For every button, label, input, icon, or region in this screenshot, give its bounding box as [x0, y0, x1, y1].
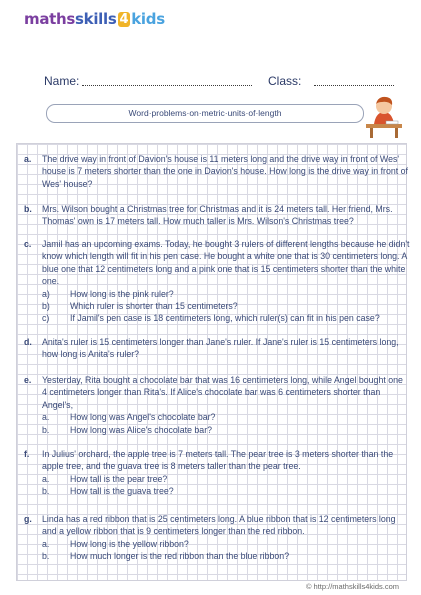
subquestion-label: b.: [42, 424, 50, 435]
problem-text: Jamil has an upcoming exams. Today, he bought 3 rulers of different lengths because he didn't know which length will fit in his pen case. He bought a white one that is 30 centimeters long. A blue one that 12 centimeters long and a pink one that is 15 centimeters shorter than the white one.: [42, 239, 410, 287]
subquestion: [42, 300, 410, 312]
problem-subquestions: [42, 411, 410, 436]
problem-text: Anita's ruler is 15 centimeters longer than Jane's ruler. If Jane's ruler is 15 centimeters long, how long is Anita's ruler?: [42, 337, 399, 360]
boy-writing-icon: [364, 94, 404, 138]
subquestion-text: How long is the yellow ribbon?: [70, 538, 189, 549]
problem-a: [24, 153, 410, 190]
problem-subquestions: [42, 538, 410, 563]
problem-subquestions: [42, 288, 410, 325]
subquestion-label: a.: [42, 473, 50, 484]
subquestion-label: b.: [42, 486, 50, 497]
logo-text-maths: maths: [24, 10, 76, 28]
subquestion-text: Which ruler is shorter than 15 centimeters?: [70, 301, 238, 312]
subquestion-label: a.: [42, 412, 50, 423]
subquestion: [42, 550, 410, 562]
subquestion-text: How tall is the guava tree?: [70, 486, 174, 497]
subquestion-text: How tall is the pear tree?: [70, 473, 168, 484]
subquestion-text: How long is the pink ruler?: [70, 288, 174, 299]
problem-text: Mrs. Wilson bought a Christmas tree for Christmas and it is 24 meters tall. Her friend, Mrs. Thomas' own is 17 meters tall. How much taller is Mrs. Wilson's Christmas tree?: [42, 204, 393, 227]
problem-text: The drive way in front of Davion's house is 11 meters long and the drive way in front of Wes' house is 7 meters shorter than the one in Davion's house. How long is the drive way in front of Wes' house?: [42, 154, 408, 189]
subquestion: [42, 473, 410, 485]
subquestion-text: How much longer is the red ribbon than the blue ribbon?: [70, 551, 290, 562]
problem-letter: a.: [24, 154, 32, 164]
problem-text: In Julius' orchard, the apple tree is 7 meters tall. The pear tree is 3 meters shorter than the apple tree, and the guava tree is 8 meters taller than the pear tree.: [42, 449, 394, 472]
class-blank-line: [314, 85, 394, 86]
logo-text-four: 4: [119, 11, 129, 27]
logo-text-skills: skills: [75, 10, 117, 28]
subquestion-label: a): [42, 288, 50, 299]
name-label: Name:: [44, 74, 80, 88]
problem-letter: f.: [24, 449, 30, 459]
subquestion-label: b): [42, 301, 50, 312]
problem-g: [24, 513, 410, 563]
subquestion: [42, 288, 410, 300]
problem-letter: b.: [24, 204, 32, 214]
problem-b: [24, 203, 410, 228]
problem-subquestions: [42, 473, 410, 498]
footer-url: © http://mathskills4kids.com: [305, 582, 399, 591]
subquestion-label: b.: [42, 551, 50, 562]
subquestion-text: How long was Angel's chocolate bar?: [70, 412, 216, 423]
problem-letter: g.: [24, 514, 32, 524]
problem-text: Yesterday, Rita bought a chocolate bar that was 16 centimeters long, while Angel bought one 4 centimeters longer than Rita's. If Alice's chocolate bar was 6 centimeters shorter than Angel's,: [42, 375, 403, 410]
subquestion-text: How long was Alice's chocolate bar?: [70, 424, 213, 435]
subquestion: [42, 312, 410, 324]
logo-text-kids: kids: [131, 10, 165, 28]
problem-letter: c.: [24, 239, 32, 249]
site-logo: [24, 10, 165, 28]
worksheet-title: Word·problems·on·metric·units·of·length: [46, 104, 364, 123]
name-blank-line: [82, 85, 252, 86]
problem-letter: e.: [24, 375, 32, 385]
problem-text: Linda has a red ribbon that is 25 centimeters long. A blue ribbon that is 12 centimeters long and a yellow ribbon that is 9 centimeters longer than the red ribbon.: [42, 514, 396, 537]
subquestion: [42, 424, 410, 436]
subquestion-text: If Jamil's pen case is 18 centimeters long, which ruler(s) can fit in his pen case?: [70, 313, 380, 324]
subquestion: [42, 538, 410, 550]
subquestion-label: c): [42, 313, 50, 324]
problem-d: [24, 336, 410, 361]
class-label: Class:: [268, 74, 302, 88]
subquestion: [42, 411, 410, 423]
problem-e: [24, 374, 410, 436]
subquestion: [42, 485, 410, 497]
problem-f: [24, 448, 410, 498]
subquestion-label: a.: [42, 538, 50, 549]
problem-letter: d.: [24, 337, 32, 347]
problem-c: [24, 238, 410, 325]
